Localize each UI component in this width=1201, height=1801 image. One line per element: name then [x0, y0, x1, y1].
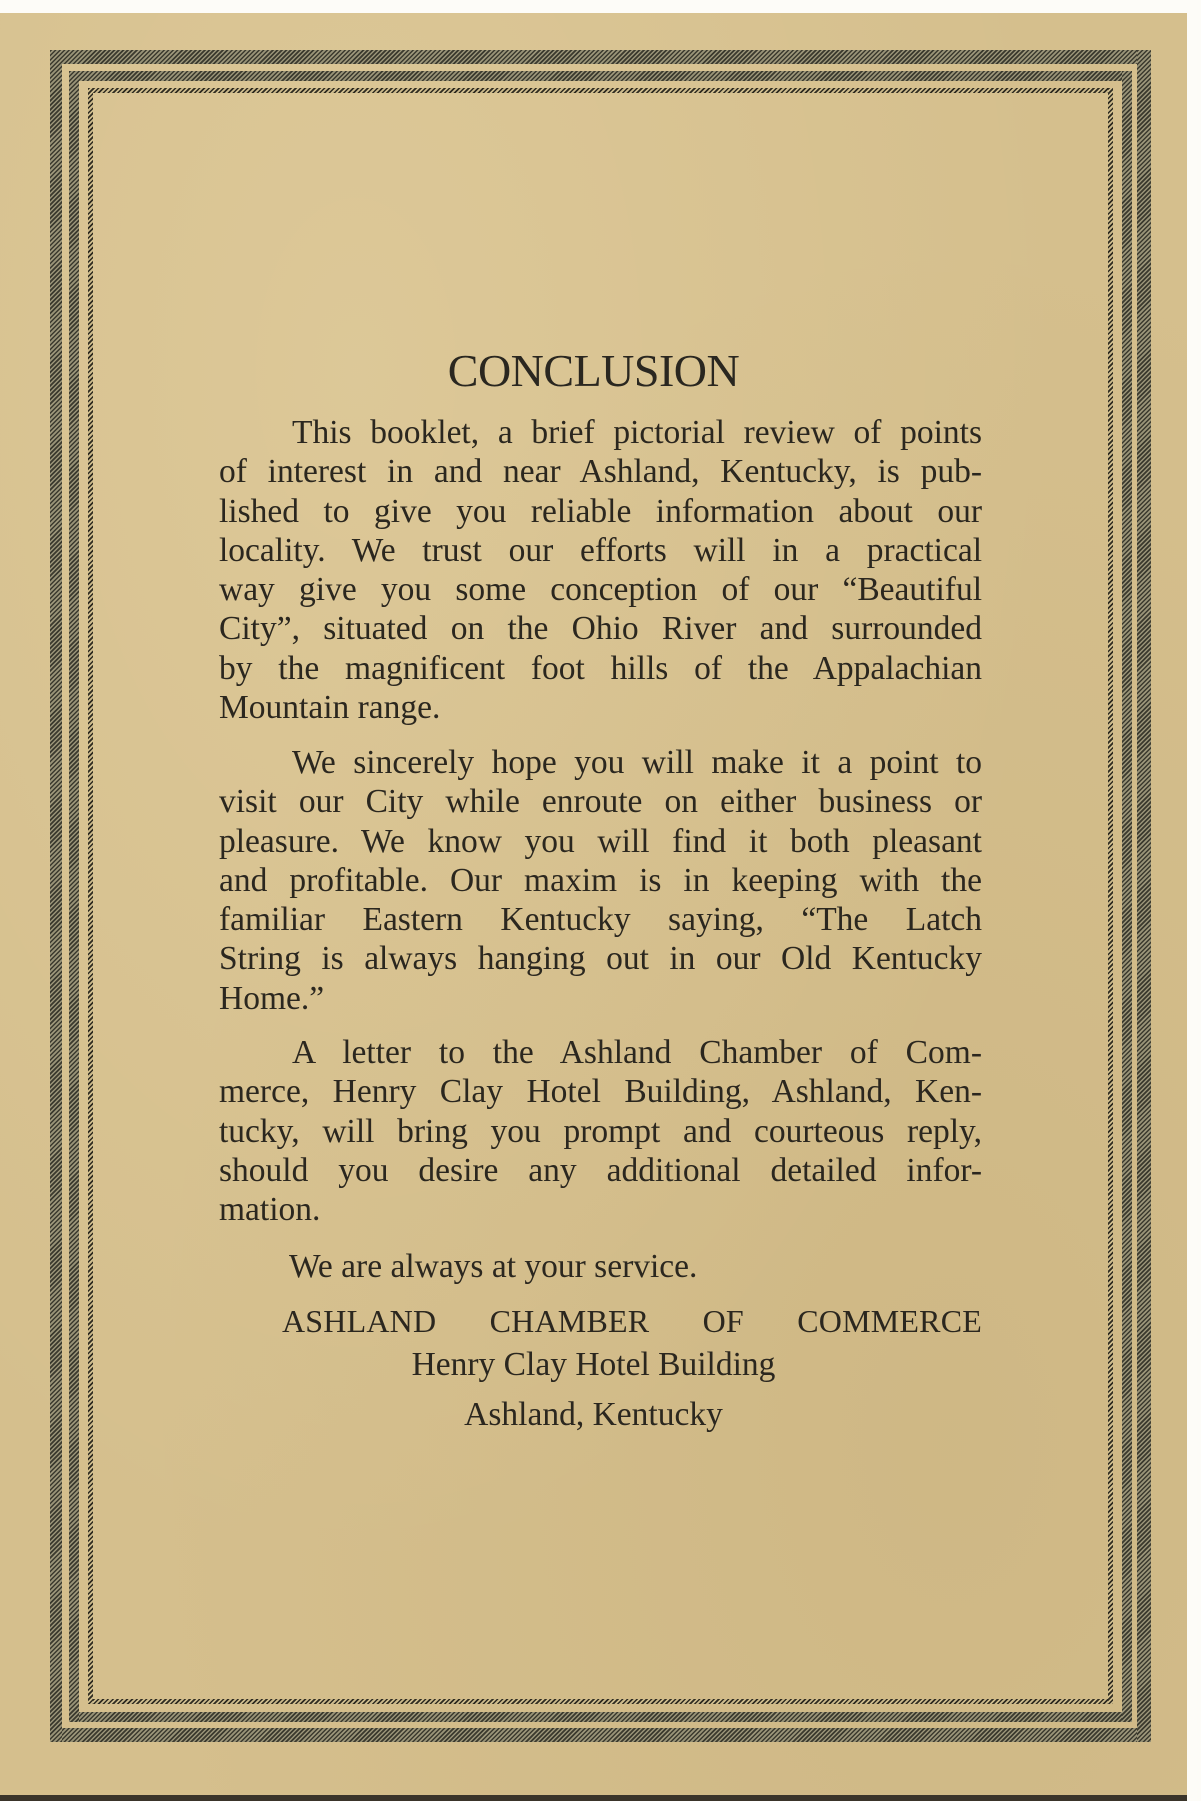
- signature-address-line-1: Henry Clay Hotel Building: [411, 1346, 776, 1383]
- signature-organization: ASHLAND CHAMBER OF COMMERCE: [282, 1303, 982, 1339]
- border-outer-bottom: [50, 1728, 1151, 1742]
- scan-margin: [1187, 0, 1201, 1801]
- border-outer-left: [50, 50, 62, 1742]
- paragraph-line: way give you some conception of our “Beautiful: [219, 571, 982, 609]
- signature-address-line-2: Ashland, Kentucky: [464, 1396, 723, 1433]
- paragraph-line: tucky, will bring you prompt and courteous reply,: [219, 1112, 982, 1150]
- closing-line: We are always at your service.: [289, 1248, 698, 1285]
- paragraph-line: and profitable. Our maxim is in keeping with the: [219, 861, 982, 899]
- border-inner-top: [88, 88, 1113, 93]
- paragraph-line: This booklet, a brief pictorial review of points: [292, 414, 982, 451]
- paragraph-2: [219, 743, 982, 1018]
- paragraph-1: [219, 413, 982, 727]
- border-inner-left: [88, 88, 93, 1704]
- page-title: CONCLUSION: [447, 344, 740, 396]
- border-inner-right: [1108, 88, 1113, 1704]
- paragraph-line: mation.: [219, 1191, 321, 1229]
- border-inner-bottom: [88, 1699, 1113, 1704]
- paragraph-3: [219, 1033, 982, 1229]
- paragraph-line: locality. We trust our efforts will in a practical: [219, 531, 982, 569]
- paragraph-line: familiar Eastern Kentucky saying, “The Latch: [219, 901, 982, 939]
- border-outer-right: [1137, 50, 1151, 1742]
- paragraph-line: We sincerely hope you will make it a point to: [292, 744, 982, 781]
- border-middle-bottom: [69, 1712, 1132, 1722]
- paragraph-line: merce, Henry Clay Hotel Building, Ashland, Ken-: [219, 1073, 982, 1111]
- paragraph-line: pleasure. We know you will find it both pleasant: [219, 822, 982, 860]
- paragraph-line: by the magnificent foot hills of the Appalachian: [219, 649, 982, 687]
- border-middle-top: [69, 71, 1132, 81]
- paragraph-line: visit our City while enroute on either business or: [219, 783, 982, 821]
- border-outer-top: [50, 50, 1151, 64]
- paragraph-line: Mountain range.: [219, 689, 441, 727]
- page-bottom-edge: [0, 1795, 1187, 1801]
- paragraph-line: lished to give you reliable information about our: [219, 492, 982, 530]
- paragraph-line: Home.”: [219, 979, 325, 1017]
- paragraph-line: String is always hanging out in our Old Kentucky: [219, 940, 982, 978]
- paragraph-line: should you desire any additional detailed infor-: [219, 1151, 982, 1189]
- paragraph-line: of interest in and near Ashland, Kentucky, is pub-: [219, 453, 982, 491]
- paragraph-line: City”, situated on the Ohio River and surrounded: [219, 610, 982, 648]
- border-middle-right: [1122, 71, 1132, 1722]
- paragraph-line: A letter to the Ashland Chamber of Com-: [292, 1034, 982, 1071]
- border-middle-left: [69, 71, 79, 1722]
